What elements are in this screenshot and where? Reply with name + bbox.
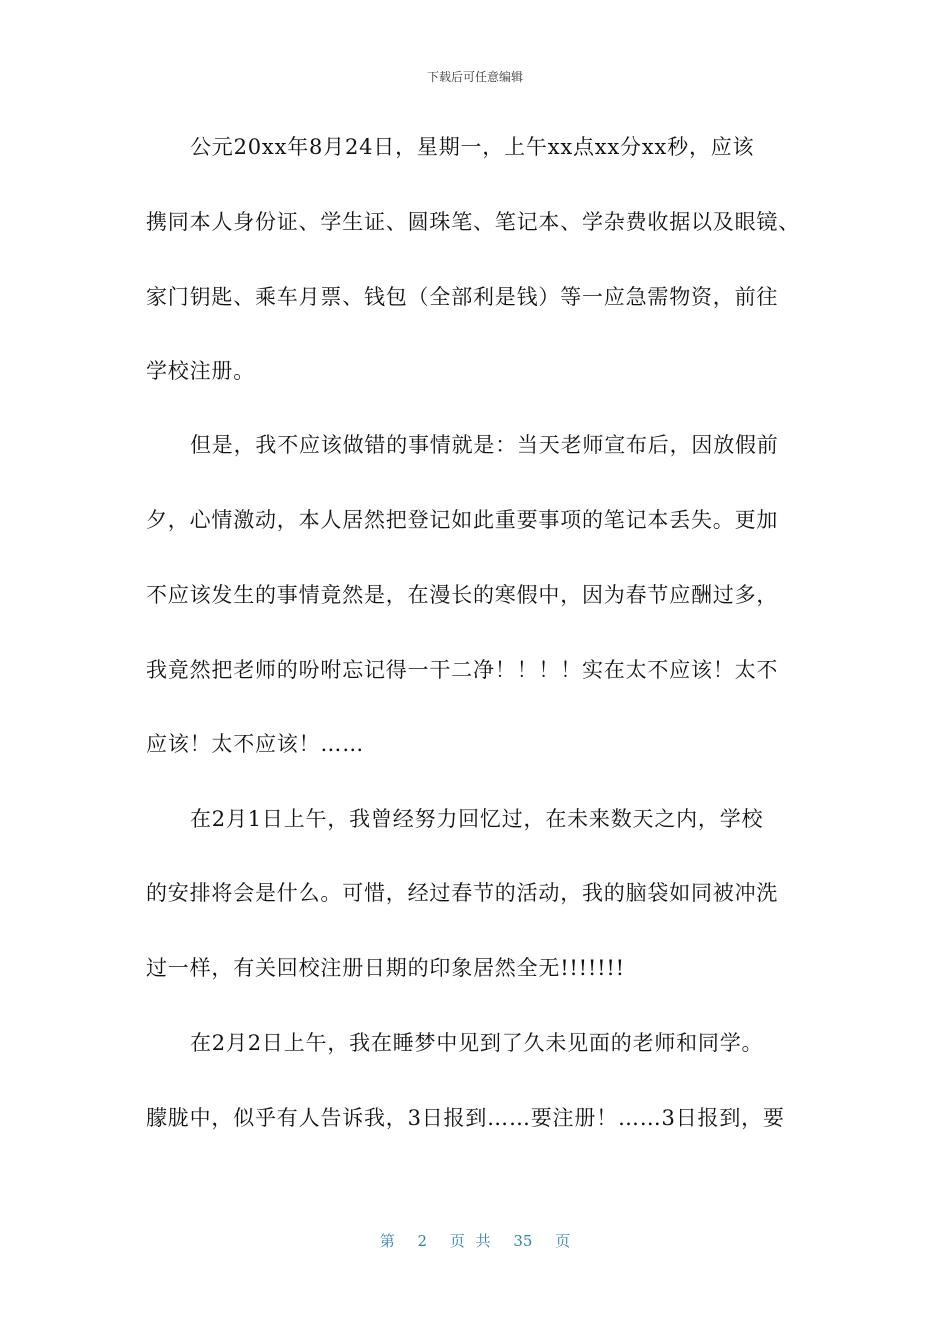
text-line: 公元20xx年8月24日，星期一，上午xx点xx分xx秒，应该 bbox=[190, 135, 755, 159]
footer-middle: 页 共 bbox=[449, 1232, 491, 1250]
text-line: 家门钥匙、乘车月票、钱包（全部利是钱）等一应急需物资，前往 bbox=[146, 285, 779, 309]
text-line: 不应该发生的事情竟然是，在漫长的寒假中，因为春节应酬过多， bbox=[146, 583, 779, 607]
text-line: 应该！太不应该！…… bbox=[146, 732, 364, 756]
text-line: 过一样，有关回校注册日期的印象居然全无!!!!!!! bbox=[146, 956, 625, 980]
footer-page-number: 2 bbox=[417, 1232, 428, 1250]
page-footer bbox=[0, 1230, 950, 1251]
text-line: 在2月2日上午，我在睡梦中见到了久未见面的老师和同学。 bbox=[190, 1031, 764, 1055]
text-line: 学校注册。 bbox=[146, 359, 255, 383]
footer-prefix: 第 bbox=[379, 1232, 395, 1250]
page-header-note: 下载后可任意编辑 bbox=[426, 70, 523, 84]
text-line: 我竟然把老师的吩咐忘记得一干二净！！！！实在太不应该！太不 bbox=[146, 658, 779, 682]
text-line: 朦胧中，似乎有人告诉我，3日报到……要注册！……3日报到，要 bbox=[146, 1106, 785, 1130]
text-line: 在2月1日上午，我曾经努力回忆过，在未来数天之内，学校 bbox=[190, 807, 764, 831]
text-line: 携同本人身份证、学生证、圆珠笔、笔记本、学杂费收据以及眼镜、 bbox=[146, 210, 800, 234]
text-line: 但是，我不应该做错的事情就是：当天老师宣布后，因放假前 bbox=[190, 433, 779, 457]
footer-total-pages: 35 bbox=[513, 1232, 533, 1250]
footer-suffix: 页 bbox=[555, 1232, 571, 1250]
text-line: 夕，心情激动，本人居然把登记如此重要事项的笔记本丢失。更加 bbox=[146, 508, 779, 532]
text-line: 的安排将会是什么。可惜，经过春节的活动，我的脑袋如同被冲洗 bbox=[146, 881, 779, 905]
